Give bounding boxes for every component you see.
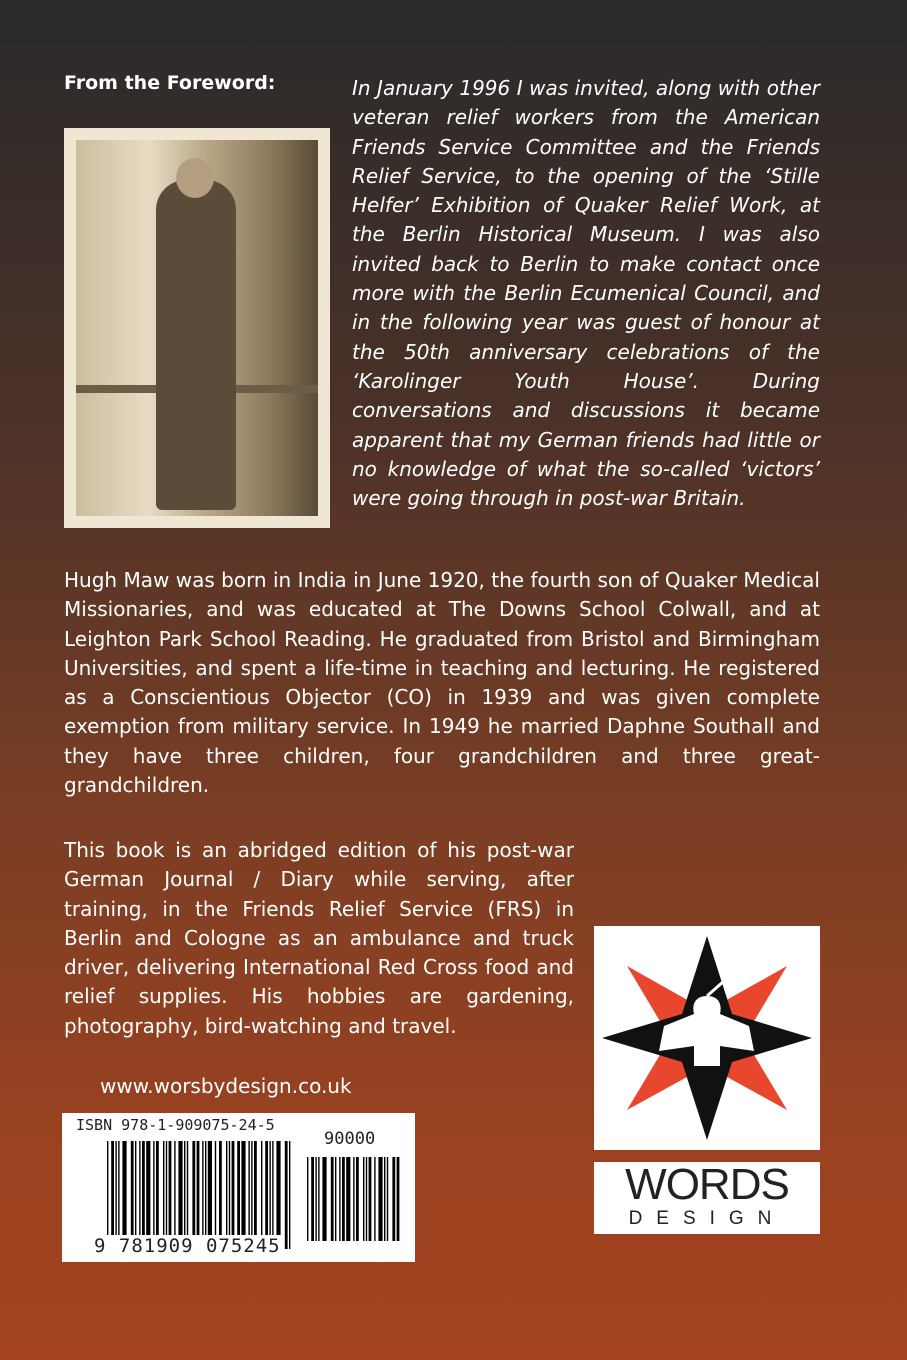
price-barcode-bars	[307, 1157, 402, 1241]
barcode-bar	[342, 1157, 345, 1241]
foreword-heading: From the Foreword:	[64, 72, 276, 94]
barcode-bar	[215, 1141, 216, 1249]
barcode-bar	[166, 1141, 167, 1249]
barcode-bars	[107, 1141, 292, 1249]
barcode-bar	[192, 1141, 195, 1249]
barcode-bar	[397, 1157, 400, 1241]
star-dove-icon	[594, 926, 820, 1150]
barcode-bar	[153, 1141, 154, 1249]
barcode-bar	[335, 1157, 336, 1241]
barcode-bar	[219, 1141, 222, 1249]
barcode-bar	[111, 1141, 114, 1249]
barcode-bar	[131, 1141, 134, 1249]
barcode-bar	[226, 1141, 227, 1249]
barcode-bar	[205, 1141, 206, 1249]
barcode-bar	[392, 1157, 395, 1241]
author-photo	[64, 128, 330, 528]
barcode-bar	[356, 1157, 359, 1241]
barcode-bar	[346, 1157, 350, 1241]
barcode-bar	[315, 1157, 316, 1241]
barcode-bar	[276, 1141, 280, 1249]
barcode-bar	[318, 1157, 319, 1241]
barcode-bar	[272, 1141, 273, 1249]
barcode-bar	[374, 1157, 375, 1241]
barcode-bar	[232, 1141, 235, 1249]
publisher-logo	[594, 926, 820, 1234]
barcode-bar	[135, 1141, 136, 1249]
barcode-bar	[197, 1141, 200, 1249]
barcode-bar	[115, 1141, 116, 1249]
barcode-bar	[378, 1157, 382, 1241]
barcode-bar	[387, 1157, 388, 1241]
barcode-bar	[107, 1141, 108, 1249]
barcode-bar	[163, 1141, 164, 1249]
barcode-bar	[184, 1141, 185, 1249]
barcode-bar	[169, 1141, 172, 1249]
barcode-bar	[307, 1157, 308, 1241]
barcode-bar	[363, 1157, 364, 1241]
isbn-barcode	[62, 1113, 415, 1262]
barcode-bar	[237, 1141, 240, 1249]
barcode-bar	[285, 1141, 288, 1249]
barcode-bar	[178, 1141, 182, 1249]
book-description-text: This book is an abridged edition of his post-war German Journal / Diary while serving, after training, in the Friends Relief Service (FRS) in Berlin and Cologne as an ambulance and truck driver, delivering International Red Cross food and relief supplies. His hobbies are gardening, photography, bird-watching and travel.	[64, 838, 574, 1038]
barcode-bar	[369, 1157, 372, 1241]
author-bio: Hugh Maw was born in India in June 1920, the fourth son of Quaker Medical Missionaries, and was educated at The Downs School Colwall, and at Leighton Park School Reading. He graduated from Bristol and Birmingham Universities, and spent a life-time in teaching and lecturing. He registered as a Conscientious Objector (CO) in 1939 and was given complete exemption from military service. In 1949 he married Daphne Southall and they have three children, four grandchildren and three great-grandchildren.	[64, 568, 820, 798]
barcode-bar	[187, 1141, 188, 1249]
barcode-bar	[322, 1157, 326, 1241]
barcode-bar	[251, 1141, 252, 1249]
barcode-bar	[142, 1141, 145, 1249]
barcode-bar	[261, 1141, 262, 1249]
website-link[interactable]: www.worsbydesign.co.uk	[100, 1074, 352, 1098]
barcode-bar	[254, 1141, 257, 1249]
barcode-bar	[384, 1157, 385, 1241]
barcode-bar	[265, 1141, 268, 1249]
barcode-digits: 9 781909 075245	[94, 1235, 281, 1257]
barcode-bar	[156, 1141, 159, 1249]
foreword-text: In January 1996 I was invited, along with other veteran relief workers from the American Friends Service Committee and the Friends Relief Service, to the opening of the ‘Stille Helfer’ Exhibition of Quaker Relief Work, at the Berlin Historical Museum. I was also invited back to Berlin to make contact once more with the Berlin Ecumenical Council, and in the following year was guest of honour at the 50th anniversary celebrations of the ‘Karolinger Youth House’. During conversations and discussions it became apparent that my German friends had little or no knowledge of what the so-called ‘victors’ were going through in post-war Britain.	[352, 76, 820, 511]
barcode-bar	[311, 1157, 314, 1241]
isbn-text: ISBN 978-1-909075-24-5	[76, 1116, 275, 1134]
barcode-bar	[241, 1141, 245, 1249]
barcode-bar	[146, 1141, 150, 1249]
barcode-bar	[118, 1141, 119, 1249]
barcode-bar	[248, 1141, 249, 1249]
barcode-bar	[122, 1141, 126, 1249]
barcode-bar	[202, 1141, 203, 1249]
barcode-bar	[174, 1141, 175, 1249]
words-by-design-wordmark: WORDS DESIGN	[594, 1162, 820, 1234]
barcode-bar	[229, 1141, 230, 1249]
barcode-bar	[139, 1141, 140, 1249]
barcode-bar	[289, 1141, 290, 1249]
barcode-bar	[208, 1141, 212, 1249]
price-code: 90000	[324, 1129, 376, 1149]
barcode-bar	[366, 1157, 367, 1241]
barcode-bar	[269, 1141, 270, 1249]
barcode-bar	[339, 1157, 340, 1241]
barcode-bar	[353, 1157, 354, 1241]
barcode-bar	[331, 1157, 334, 1241]
